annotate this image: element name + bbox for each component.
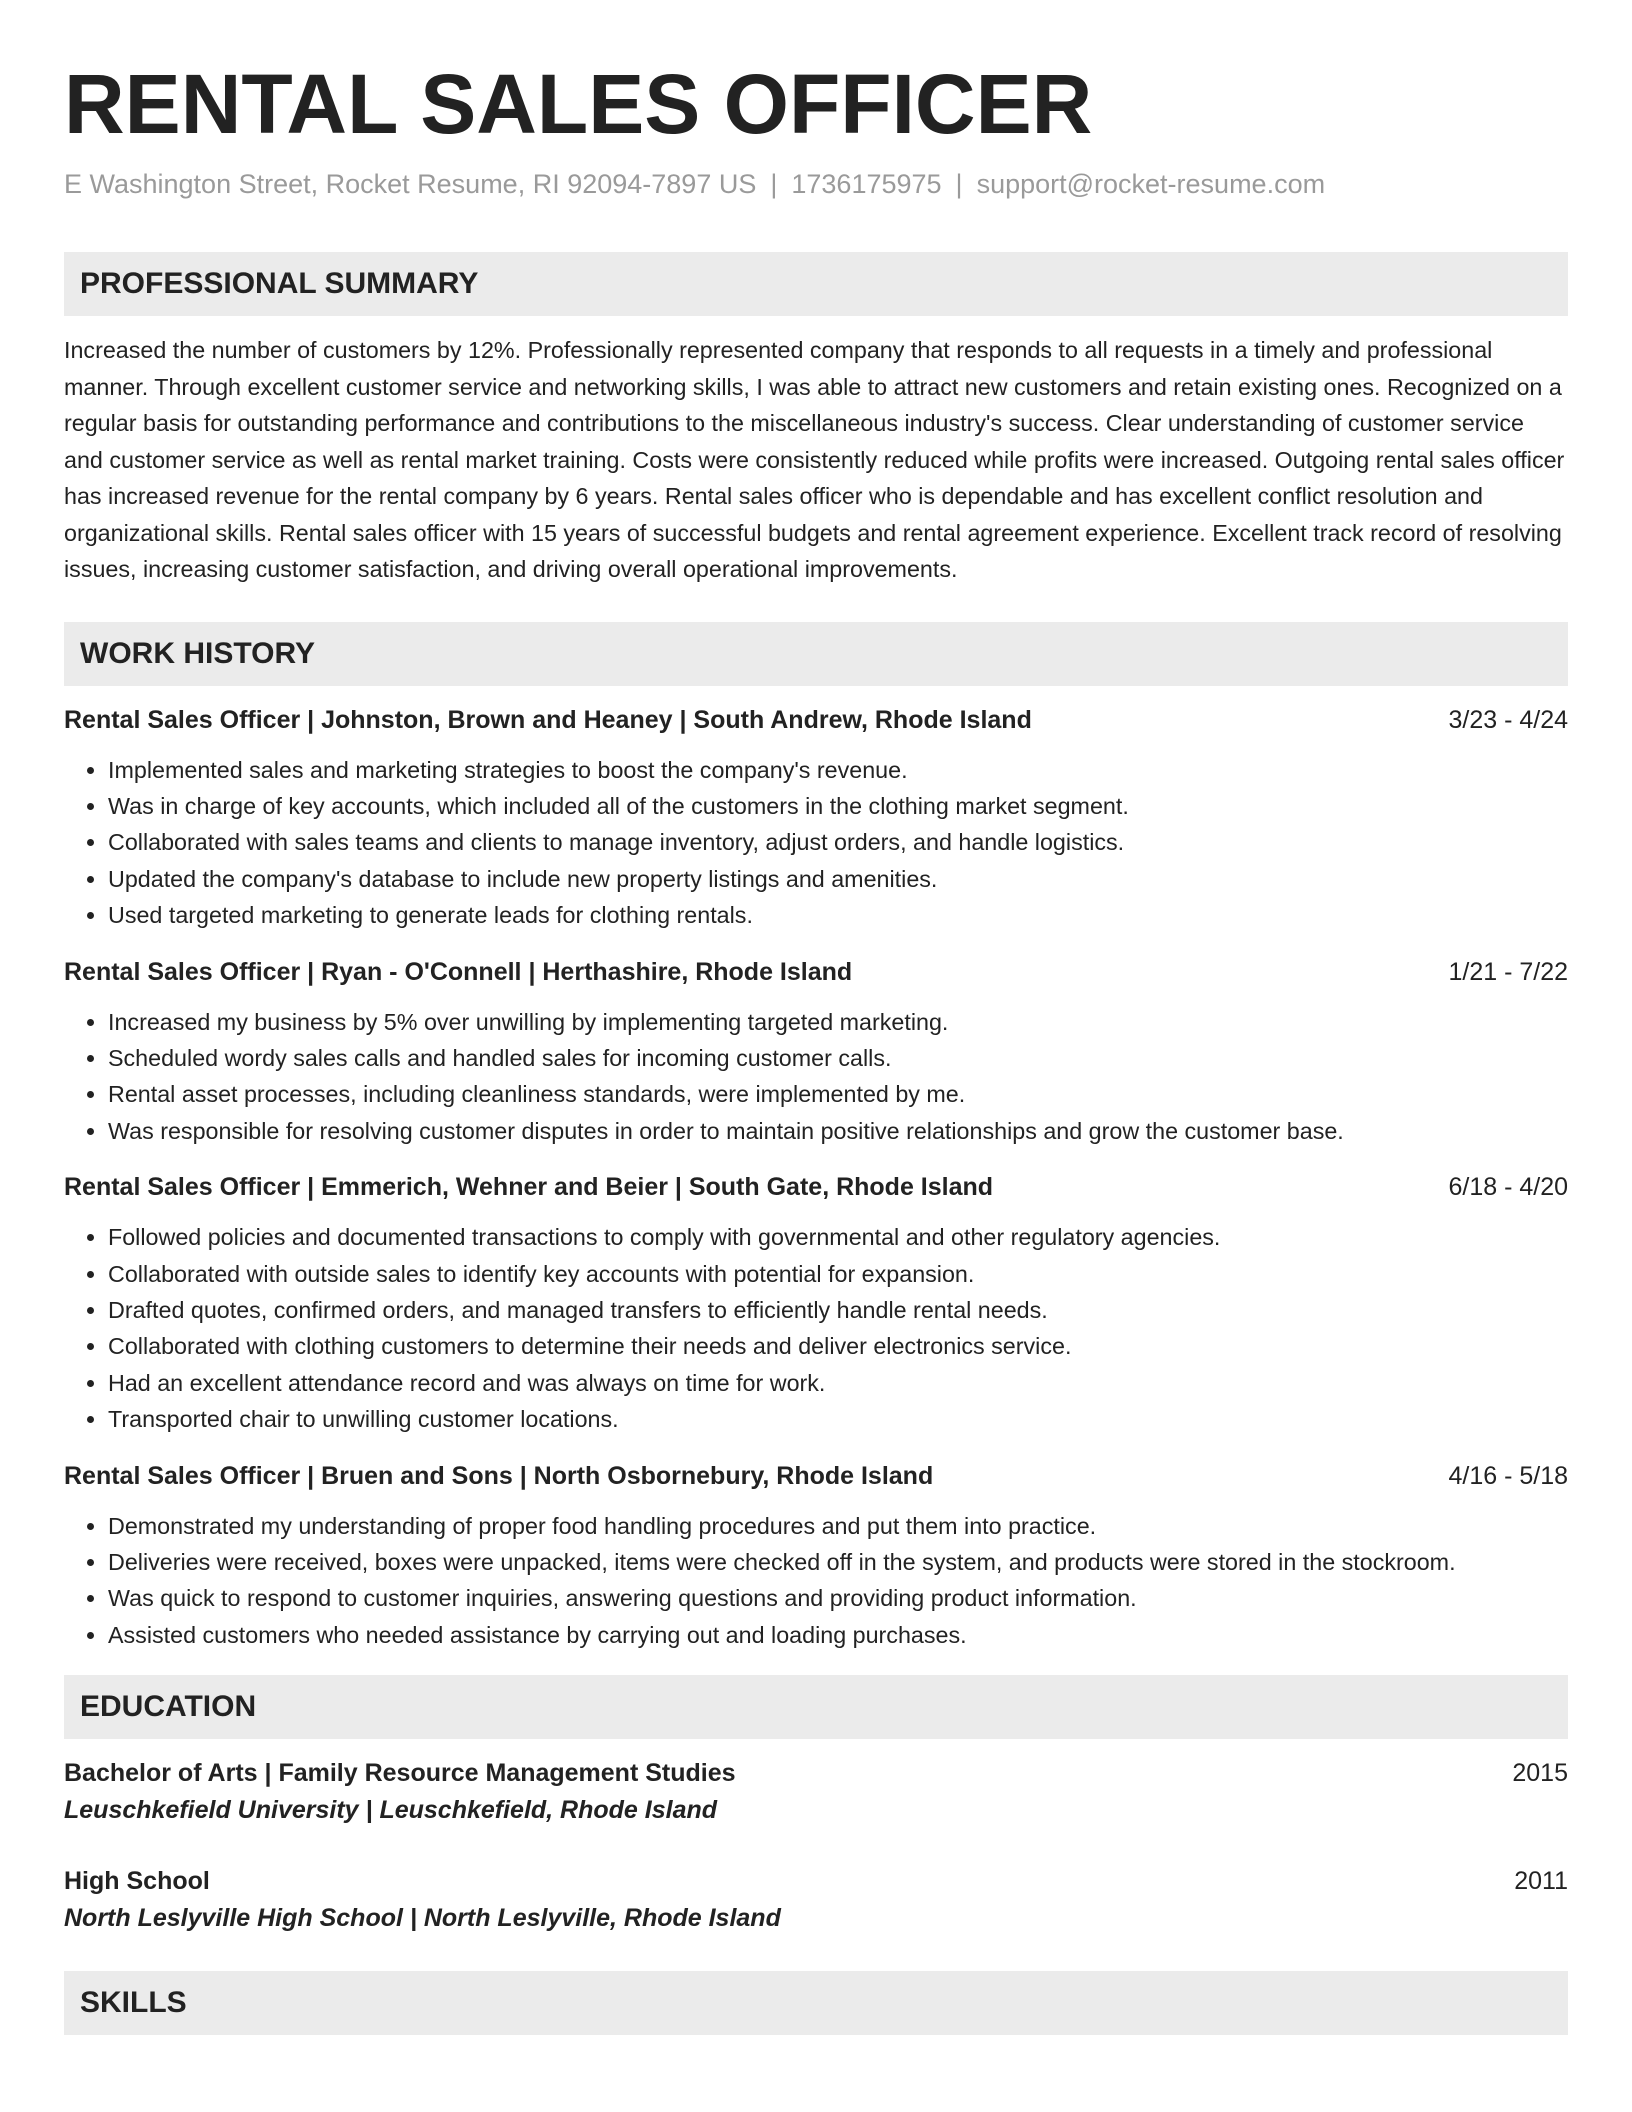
education-degree: High School: [64, 1867, 210, 1896]
job-header: [64, 702, 1568, 738]
contact-line: [64, 166, 1568, 202]
job-bullet: • Assisted customers who needed assistance by carrying out and loading purchases.: [108, 1617, 1568, 1653]
section-header-skills: SKILLS: [64, 1971, 1568, 2035]
job-title: Rental Sales Officer | Bruen and Sons | North Osbornebury, Rhode Island: [64, 1461, 934, 1490]
job-bullet: • Was in charge of key accounts, which included all of the customers in the clothing market segment.: [108, 788, 1568, 824]
job-title: Rental Sales Officer | Emmerich, Wehner and Beier | South Gate, Rhode Island: [64, 1173, 994, 1202]
education-school: Leuschkefield University | Leuschkefield, Rhode Island: [64, 1796, 718, 1825]
job-title: Rental Sales Officer | Ryan - O'Connell | Herthashire, Rhode Island: [64, 957, 853, 986]
job-bullet: • Drafted quotes, confirmed orders, and managed transfers to efficiently handle rental needs.: [108, 1292, 1568, 1328]
contact-separator: |: [955, 169, 963, 199]
job-bullet: • Collaborated with clothing customers to determine their needs and deliver electronics service.: [108, 1328, 1568, 1364]
job-bullets: [64, 1219, 1568, 1437]
education-entry: [64, 1755, 1568, 1829]
job-bullet: • Collaborated with sales teams and clients to manage inventory, adjust orders, and handle logistics.: [108, 824, 1568, 860]
summary-text: Increased the number of customers by 12%. Professionally represented company that responds to all requests in a timely and professional manner. Through excellent customer service and networking skills, I was able to attract new customers and retain existing ones. Recognized on a regular basis for outstanding performance and contributions to the miscellaneous industry's success. Clear understanding of customer service and customer service as well as rental market training. Costs were consistently reduced while profits were increased. Outgoing rental sales officer has increased revenue for the rental company by 6 years. Rental sales officer who is dependable and has excellent conflict resolution and organizational skills. Rental sales officer with 15 years of successful budgets and rental agreement experience. Excellent track record of resolving issues, increasing customer satisfaction, and driving overall operational improvements.: [64, 337, 1565, 582]
job-bullet: • Was quick to respond to customer inquiries, answering questions and providing product information.: [108, 1580, 1568, 1616]
job-title: Rental Sales Officer | Johnston, Brown and Heaney | South Andrew, Rhode Island: [64, 705, 1032, 734]
job-bullet: • Used targeted marketing to generate leads for clothing rentals.: [108, 897, 1568, 933]
job-dates: 1/21 - 7/22: [1448, 957, 1568, 986]
job-header: [64, 954, 1568, 990]
job-bullets: [64, 1508, 1568, 1654]
job-bullet: • Implemented sales and marketing strategies to boost the company's revenue.: [108, 752, 1568, 788]
education-entry: [64, 1863, 1568, 1937]
contact-address: E Washington Street, Rocket Resume, RI 92094-7897 US: [64, 169, 757, 199]
contact-email: support@rocket-resume.com: [976, 169, 1326, 199]
education-header: [64, 1863, 1568, 1899]
job-entry: [64, 954, 1568, 1150]
section-header-summary: PROFESSIONAL SUMMARY: [64, 252, 1568, 316]
job-bullets: [64, 752, 1568, 934]
section-header-education: EDUCATION: [64, 1675, 1568, 1739]
education-year: 2015: [1512, 1759, 1568, 1788]
job-entry: [64, 702, 1568, 934]
job-bullet: • Collaborated with outside sales to identify key accounts with potential for expansion.: [108, 1256, 1568, 1292]
job-header: [64, 1458, 1568, 1494]
resume-name: RENTAL SALES OFFICER: [64, 57, 1093, 151]
job-dates: 6/18 - 4/20: [1448, 1173, 1568, 1202]
job-bullet: • Followed policies and documented transactions to comply with governmental and other regulatory agencies.: [108, 1219, 1568, 1255]
section-header-work-history: WORK HISTORY: [64, 622, 1568, 686]
contact-phone: 1736175975: [791, 169, 942, 199]
job-bullet: • Increased my business by 5% over unwilling by implementing targeted marketing.: [108, 1004, 1568, 1040]
education-year: 2011: [1514, 1867, 1568, 1896]
job-dates: 3/23 - 4/24: [1448, 705, 1568, 734]
contact-separator: |: [770, 169, 778, 199]
job-bullet: • Was responsible for resolving customer disputes in order to maintain positive relationships and grow the customer base.: [108, 1113, 1568, 1149]
job-bullet: • Demonstrated my understanding of proper food handling procedures and put them into practice.: [108, 1508, 1568, 1544]
education-school: North Leslyville High School | North Leslyville, Rhode Island: [64, 1904, 781, 1933]
job-bullet: • Updated the company's database to include new property listings and amenities.: [108, 861, 1568, 897]
job-dates: 4/16 - 5/18: [1448, 1461, 1568, 1490]
job-bullet: • Rental asset processes, including cleanliness standards, were implemented by me.: [108, 1076, 1568, 1112]
job-bullets: [64, 1004, 1568, 1150]
job-bullet: • Had an excellent attendance record and was always on time for work.: [108, 1365, 1568, 1401]
job-entry: [64, 1169, 1568, 1437]
education-degree: Bachelor of Arts | Family Resource Management Studies: [64, 1759, 736, 1788]
job-bullet: • Transported chair to unwilling customer locations.: [108, 1401, 1568, 1437]
job-entry: [64, 1458, 1568, 1654]
job-bullet: • Deliveries were received, boxes were unpacked, items were checked off in the system, and products were stored in the stockroom.: [108, 1544, 1568, 1580]
education-header: [64, 1755, 1568, 1791]
job-header: [64, 1169, 1568, 1205]
job-bullet: • Scheduled wordy sales calls and handled sales for incoming customer calls.: [108, 1040, 1568, 1076]
